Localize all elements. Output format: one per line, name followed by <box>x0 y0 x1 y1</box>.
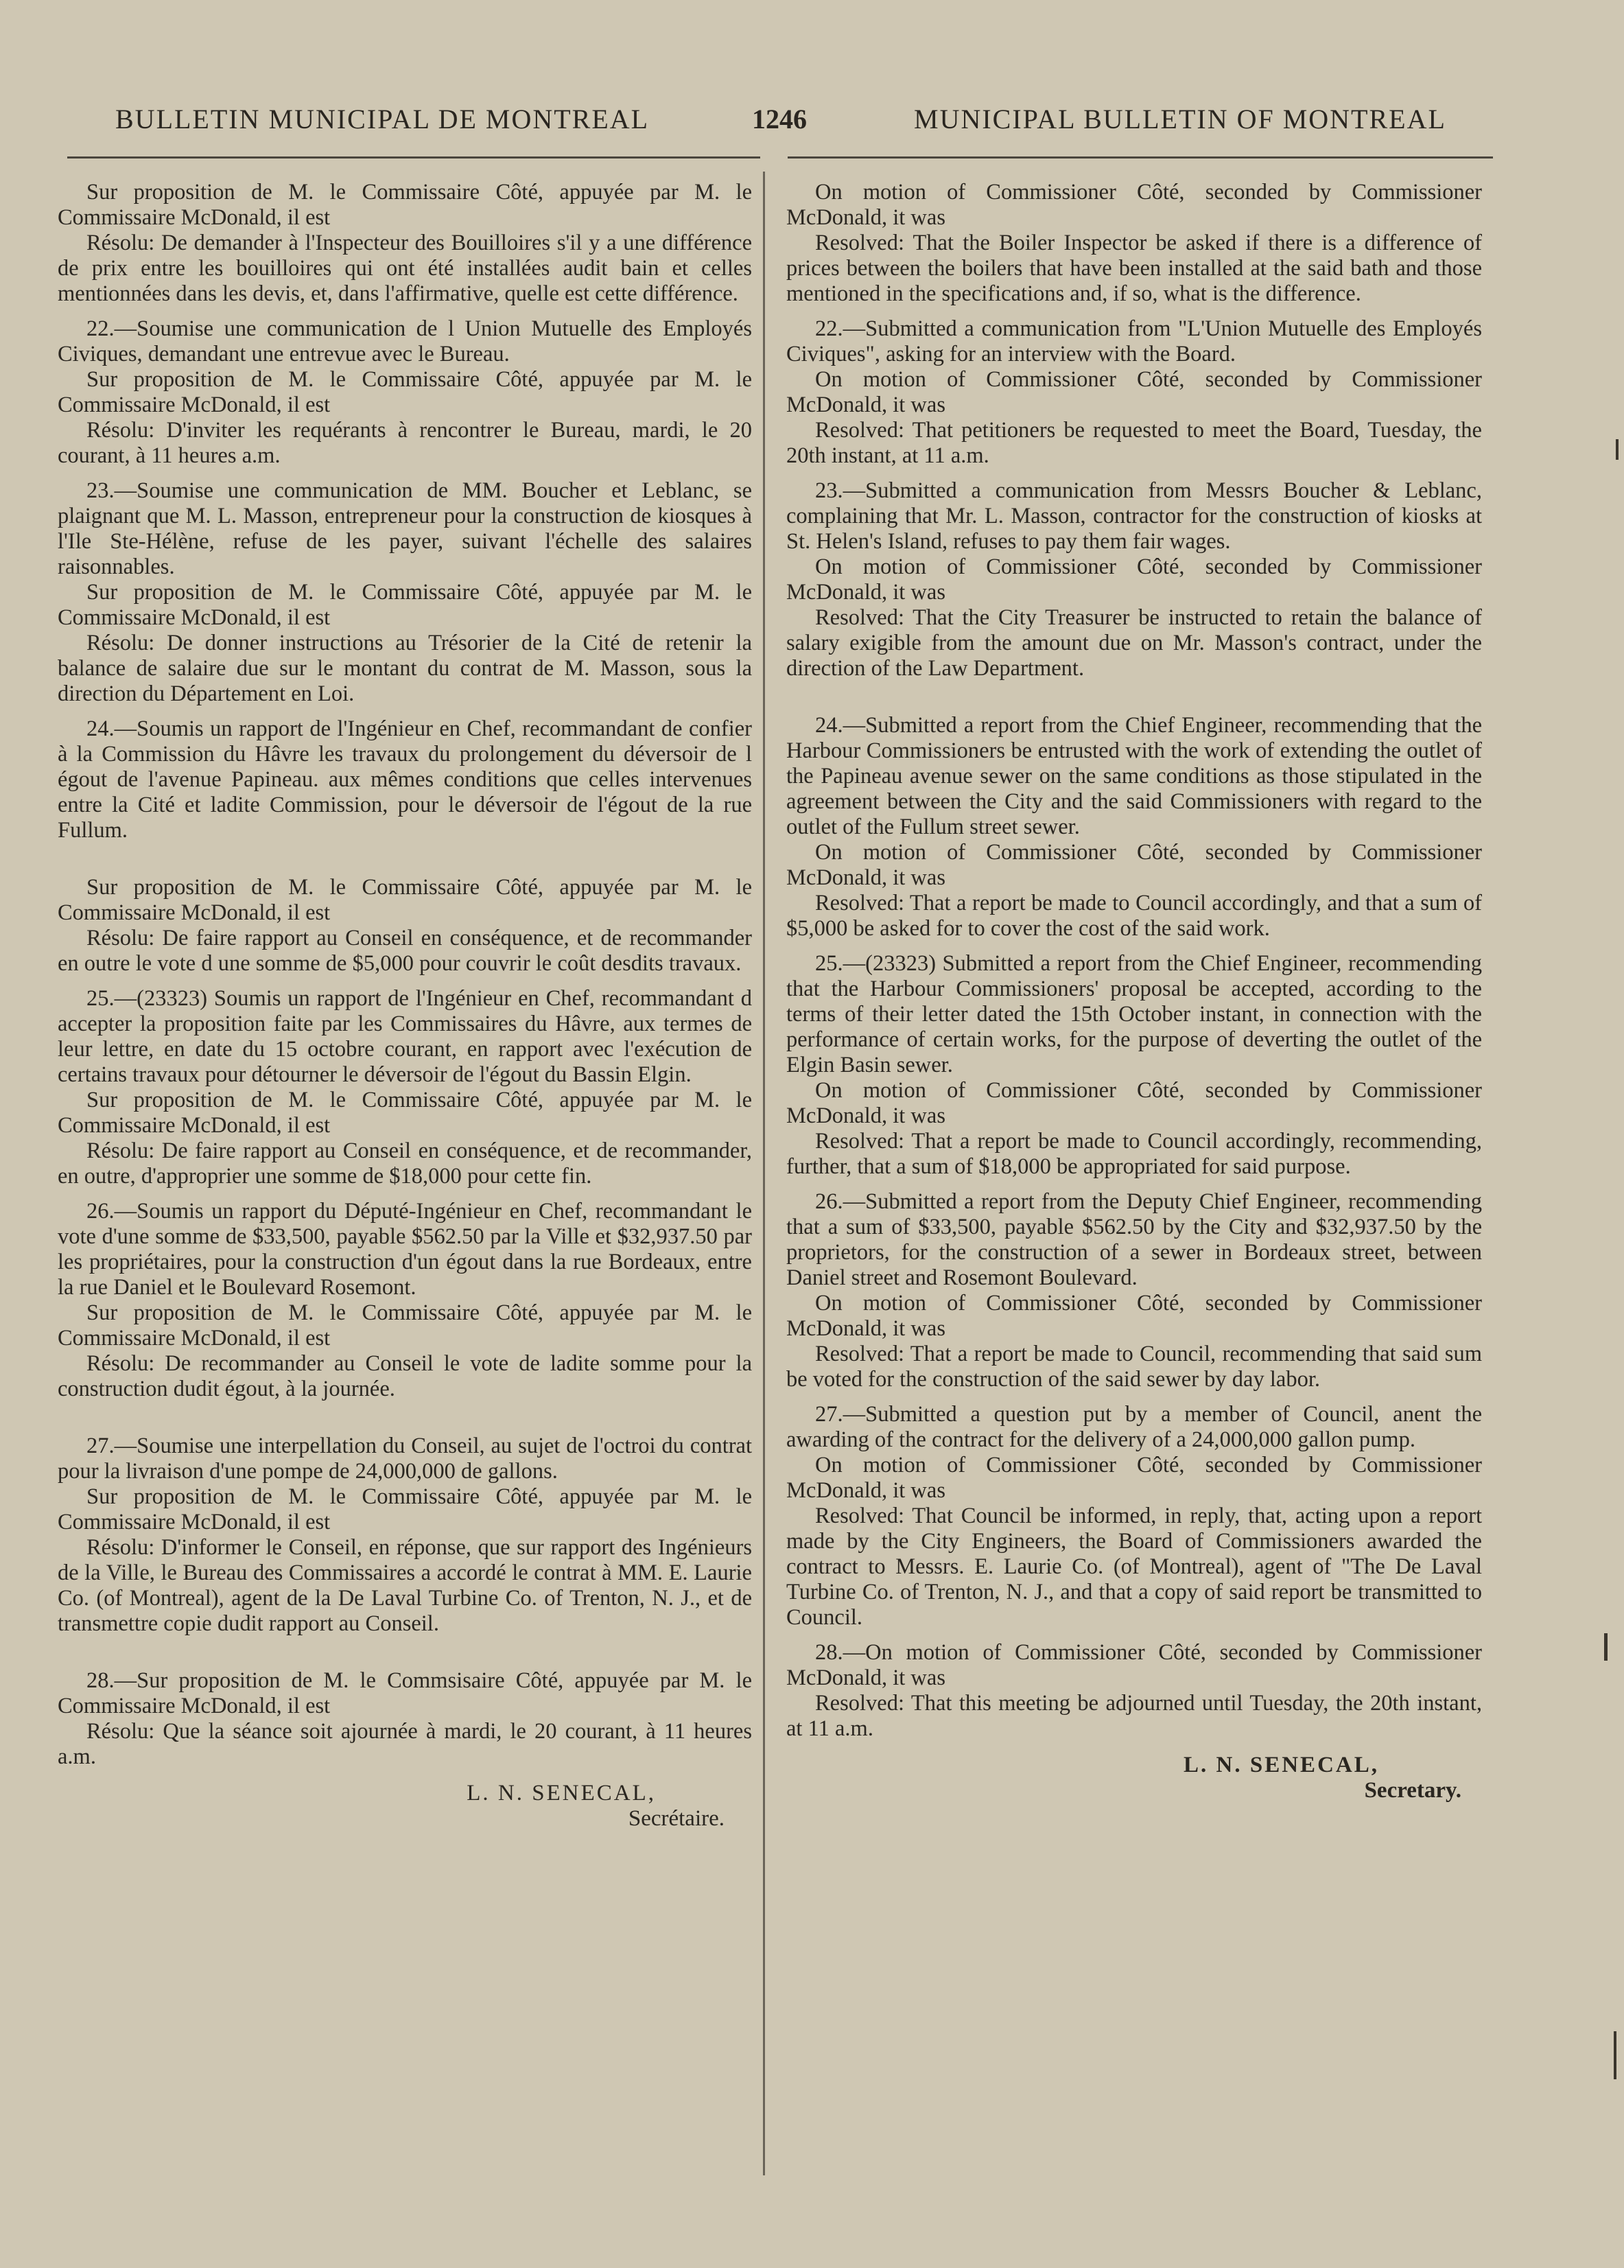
paragraph: 22.—Soumise une communication de l Union Mutuelle des Employés Civiques, demandant une entrevue avec le Bureau. <box>58 316 752 366</box>
paragraph: 22.—Submitted a communication from "L'Union Mutuelle des Employés Civiques", asking for an interview with the Board. <box>786 316 1482 366</box>
paragraph: Resolved: That this meeting be adjourned until Tuesday, the 20th instant, at 11 a.m. <box>786 1691 1482 1741</box>
page-number: 1246 <box>752 104 807 135</box>
edge-mark <box>1616 439 1619 460</box>
paragraph: Sur proposition de M. le Commissaire Côté, appuyée par M. le Commissaire McDonald, il est <box>58 1484 752 1534</box>
paragraph: Sur proposition de M. le Commissaire Côté, appuyée par M. le Commissaire McDonald, il est <box>58 875 752 925</box>
paragraph: On motion of Commissioner Côté, seconded by Commissioner McDonald, it was <box>786 554 1482 605</box>
paragraph: 28.—Sur proposition de M. le Commsisaire Côté, appuyée par M. le Commissaire McDonald, il est <box>58 1668 752 1718</box>
paragraph: 26.—Submitted a report from the Deputy Chief Engineer, recommending that a sum of $33,500, payable $562.50 by the City and $32,937.50 by the proprietors, for the construction of a sewer in Bordeaux street, between Daniel street and Rosemont Boulevard. <box>786 1189 1482 1290</box>
signature-name: L. N. SENECAL, <box>467 1781 656 1805</box>
paragraph: 25.—(23323) Soumis un rapport de l'Ingénieur en Chef, recommandant d accepter la proposition faite par les Commissaires du Hâvre, aux termes de leur lettre, en date du 15 octobre courant, en rapport avec l'exécution de certains travaux pour détourner le déversoir de l'égout du Bassin Elgin. <box>58 986 752 1087</box>
paragraph: Résolu: Que la séance soit ajournée à mardi, le 20 courant, à 11 heures a.m. <box>58 1719 752 1769</box>
header-title-english: MUNICIPAL BULLETIN OF MONTREAL <box>914 104 1446 135</box>
paragraph: On motion of Commissioner Côté, seconded by Commissioner McDonald, it was <box>786 1291 1482 1341</box>
french-column <box>58 180 752 1832</box>
signature-name: L. N. SENECAL, <box>1184 1753 1379 1777</box>
paragraph: Resolved: That a report be made to Council, recommending that said sum be voted for the construction of the said sewer by day labor. <box>786 1342 1482 1392</box>
paragraph: Resolved: That a report be made to Council accordingly, recommending, further, that a sum of $18,000 be appropriated for said purpose. <box>786 1129 1482 1179</box>
signature-title: Secretary. <box>1364 1778 1461 1803</box>
paragraph: 27.—Submitted a question put by a member of Council, anent the awarding of the contract for the delivery of a 24,000,000 gallon pump. <box>786 1402 1482 1452</box>
paragraph: 25.—(23323) Submitted a report from the Chief Engineer, recommending that the Harbour Commissioners' proposal be accepted, according to the terms of their letter dated the 15th October instant, in connection with the performance of certain works, for the purpose of deverting the outlet of the Elgin Basin sewer. <box>786 951 1482 1077</box>
paragraph: Resolved: That the Boiler Inspector be asked if there is a difference of prices between the boilers that have been installed at the said bath and those mentioned in the specifications and, if so, what is the difference. <box>786 231 1482 306</box>
paragraph: 24.—Soumis un rapport de l'Ingénieur en Chef, recommandant de confier à la Commission du Hâvre les travaux du prolongement du déversoir de l égout de l'avenue Papineau. aux mêmes conditions que celles intervenues entre la Cité et ladite Commission, pour le déversoir de l'égout de la rue Fullum. <box>58 716 752 843</box>
paragraph: Résolu: De demander à l'Inspecteur des Bouilloires s'il y a une différence de prix entre les bouilloires qui ont été installées audit bain et celles mentionnées dans les devis, et, dans l'affirmative, quelle est cette différence. <box>58 231 752 306</box>
paragraph: 28.—On motion of Commissioner Côté, seconded by Commissioner McDonald, it was <box>786 1640 1482 1690</box>
paragraph: Sur proposition de M. le Commissaire Côté, appuyée par M. le Commissaire McDonald, il est <box>58 580 752 630</box>
paragraph: On motion of Commissioner Côté, seconded by Commissioner McDonald, it was <box>786 180 1482 230</box>
edge-mark <box>1604 1633 1608 1661</box>
paragraph: On motion of Commissioner Côté, seconded by Commissioner McDonald, it was <box>786 367 1482 417</box>
paragraph: 23.—Submitted a communication from Messrs Boucher & Leblanc, complaining that Mr. L. Masson, contractor for the construction of kiosks at St. Helen's Island, refuses to pay them fair wages. <box>786 478 1482 554</box>
paragraph: Résolu: De faire rapport au Conseil en conséquence, et de recommander, en outre, d'approprier une somme de $18,000 pour cette fin. <box>58 1138 752 1189</box>
paragraph: Sur proposition de M. le Commissaire Côté, appuyée par M. le Commissaire McDonald, il est <box>58 367 752 417</box>
paragraph: 23.—Soumise une communication de MM. Boucher et Leblanc, se plaignant que M. L. Masson, entrepreneur pour la construction de kiosques à l'Ile Ste-Hélène, refuse de les payer, suivant l'échelle des salaires raisonnables. <box>58 478 752 579</box>
paragraph: On motion of Commissioner Côté, seconded by Commissioner McDonald, it was <box>786 1453 1482 1503</box>
signature-block <box>58 1781 752 1832</box>
paragraph: Résolu: De recommander au Conseil le vote de ladite somme pour la construction dudit égout, à la journée. <box>58 1351 752 1401</box>
paragraph: Sur proposition de M. le Commissaire Côté, appuyée par M. le Commissaire McDonald, il est <box>58 1300 752 1351</box>
paragraph: Resolved: That Council be informed, in reply, that, acting upon a report made by the City Engineers, the Board of Commissioners awarded the contract to Messrs. E. Laurie Co. (of Montreal), agent of "The De Laval Turbine Co. of Trenton, N. J., and that a copy of said report be transmitted to Council. <box>786 1504 1482 1630</box>
header-rule-right <box>788 156 1493 159</box>
paragraph: 26.—Soumis un rapport du Député-Ingénieur en Chef, recommandant le vote d'une somme de $33,500, payable $562.50 par la Ville et $32,937.50 par les propriétaires, pour la construction d'un égout dans la rue Bordeaux, entre la rue Daniel et le Boulevard Rosemont. <box>58 1199 752 1300</box>
page-header <box>0 103 1624 144</box>
paragraph: 24.—Submitted a report from the Chief Engineer, recommending that the Harbour Commissioners be entrusted with the work of extending the outlet of the Papineau avenue sewer on the same conditions as those stipulated in the agreement between the City and the said Commissioners with regard to the outlet of the Fullum street sewer. <box>786 713 1482 839</box>
paragraph: Résolu: D'informer le Conseil, en réponse, que sur rapport des Ingénieurs de la Ville, le Bureau des Commissaires a accordé le contrat à MM. E. Laurie Co. (of Montreal), agent de la De Laval Turbine Co. of Trenton, N. J., et de transmettre copie dudit rapport au Conseil. <box>58 1535 752 1636</box>
paragraph: On motion of Commissioner Côté, seconded by Commissioner McDonald, it was <box>786 1078 1482 1128</box>
paragraph: Resolved: That petitioners be requested to meet the Board, Tuesday, the 20th instant, at 11 a.m. <box>786 418 1482 468</box>
paragraph: Sur proposition de M. le Commissaire Côté, appuyée par M. le Commissaire McDonald, il est <box>58 1088 752 1138</box>
column-divider <box>763 172 765 2175</box>
signature-block <box>786 1753 1482 1803</box>
paragraph: On motion of Commissioner Côté, seconded by Commissioner McDonald, it was <box>786 840 1482 890</box>
edge-mark <box>1614 2031 1616 2079</box>
paragraph: Sur proposition de M. le Commissaire Côté, appuyée par M. le Commissaire McDonald, il est <box>58 180 752 230</box>
paragraph: Résolu: De faire rapport au Conseil en conséquence, et de recommander en outre le vote d une somme de $5,000 pour couvrir le coût desdits travaux. <box>58 926 752 976</box>
signature-title: Secrétaire. <box>628 1806 725 1831</box>
header-rule-left <box>67 156 760 159</box>
paragraph: Résolu: De donner instructions au Trésorier de la Cité de retenir la balance de salaire due sur le montant du contrat de M. Masson, sous la direction du Département en Loi. <box>58 631 752 706</box>
paragraph: Resolved: That a report be made to Council accordingly, and that a sum of $5,000 be asked for to cover the cost of the said work. <box>786 891 1482 941</box>
paragraph: Resolved: That the City Treasurer be instructed to retain the balance of salary exigible from the amount due on Mr. Masson's contract, under the direction of the Law Department. <box>786 605 1482 681</box>
english-column <box>786 180 1482 1803</box>
paragraph: 27.—Soumise une interpellation du Conseil, au sujet de l'octroi du contrat pour la livraison d'une pompe de 24,000,000 de gallons. <box>58 1434 752 1484</box>
header-title-french: BULLETIN MUNICIPAL DE MONTREAL <box>115 104 650 135</box>
paragraph: Résolu: D'inviter les requérants à rencontrer le Bureau, mardi, le 20 courant, à 11 heures a.m. <box>58 418 752 468</box>
